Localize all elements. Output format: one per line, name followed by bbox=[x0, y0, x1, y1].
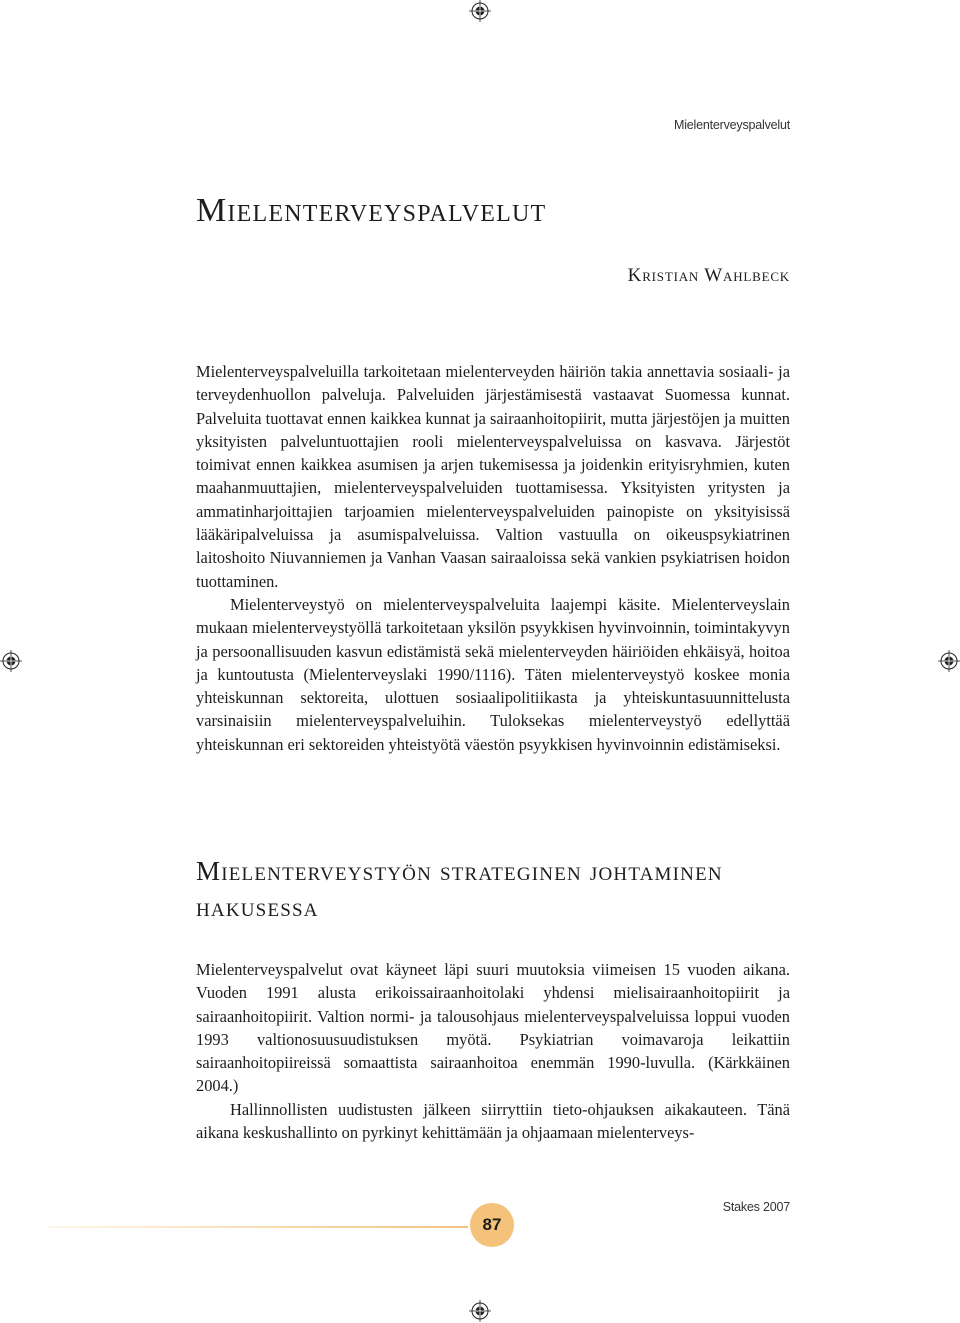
registration-mark-icon bbox=[938, 650, 960, 672]
paragraph: Hallinnollisten uudistusten jälkeen siirryttiin tieto-ohjauksen aikakauteen. Tänä aikana keskushallinto on pyrkinyt kehittämään ja ohjaamaan mielenterveys- bbox=[196, 1099, 790, 1143]
page-number-badge bbox=[470, 1203, 514, 1247]
chapter-title: Mielenterveyspalvelut bbox=[196, 192, 547, 229]
paragraph: Mielenterveyspalveluilla tarkoitetaan mielenterveyden häiriön takia annettavia sosiaali- ja terveydenhuollon palveluja. Palveluiden järjestämisestä vastaavat Suomessa kunnat. Palveluita tuottavat ennen kaikkea kunnat ja sairaanhoitopiirit, mutta järjestöjen ja muitten yksityisten palveluntuottajien rooli mielenterveyspalveluissa on kasvava. Järjestöt toimivat ennen kaikkea asumisen ja arjen tukemisessa ja joidenkin erityisryhmien, kuten maahanmuuttajien, mielenterveyspalveluiden tuottamisessa. Yksityisten yritysten ja ammatinharjoittajien tarjoamien mielenterveyspalveluiden painopiste on yksityisissä lääkäripalveluissa ja asumispalveluissa. Valtion vastuulla on oikeuspsykiatrinen laitoshoito Niuvanniemen ja Vanhan Vaasan sairaaloissa sekä vankien psykiatrisen hoidon tuottaminen. bbox=[196, 362, 790, 591]
page-number: 87 bbox=[482, 1215, 502, 1234]
registration-mark-icon bbox=[0, 650, 22, 672]
publisher-footer: Stakes 2007 bbox=[722, 1200, 790, 1214]
registration-mark-icon bbox=[469, 0, 491, 22]
paragraph: Mielenterveyspalvelut ovat käyneet läpi suuri muutoksia viimeisen 15 vuoden aikana. Vuoden 1991 alusta erikoissairaanhoitolaki yhdensi mielisairaanhoitopiirit ja sairaanhoitopiirit. Valtion normi- ja talousohjaus mielenterveyspalveluissa loppui vuoden 1993 valtionosuusuudistuksen myötä. Psykiatrian voimavaroja leikattiin sairaanhoitopiireissä somaattista sairaanhoitoa enemmän 1990-luvulla. (Kärkkäinen 2004.) bbox=[196, 960, 790, 1096]
body-text-section-1 bbox=[196, 360, 790, 756]
registration-mark-icon bbox=[469, 1300, 491, 1322]
body-text-section-2 bbox=[196, 958, 790, 1144]
section-heading: Mielenterveystyön strateginen johtaminen hakusessa bbox=[196, 856, 723, 922]
running-header: Mielenterveyspalvelut bbox=[674, 118, 790, 132]
paragraph: Mielenterveystyö on mielenterveyspalveluita laajempi käsite. Mielenterveyslain mukaan mielenterveystyöllä tarkoitetaan yksilön psyykkisen hyvinvoinnin, toimintakyvyn ja persoonallisuuden kasvun edistämistä sekä mielenterveyden häiriöiden ehkäisyä, hoitoa ja kuntoutusta (Mielenterveyslaki 1990/1116). Täten mielenterveystyö koskee monia yhteiskunnan sektoreita, ulottuen sosiaalipolitiikasta ja yhteiskuntasuunnittelusta varsinaisiin mielenterveyspalveluihin. Tuloksekas mielenterveystyö edellyttää yhteiskunnan eri sektoreiden yhteistyötä väestön psyykkisen hyvinvoinnin edistämiseksi. bbox=[196, 594, 790, 754]
footer-rule bbox=[48, 1226, 468, 1228]
author-name: Kristian Wahlbeck bbox=[627, 265, 790, 286]
